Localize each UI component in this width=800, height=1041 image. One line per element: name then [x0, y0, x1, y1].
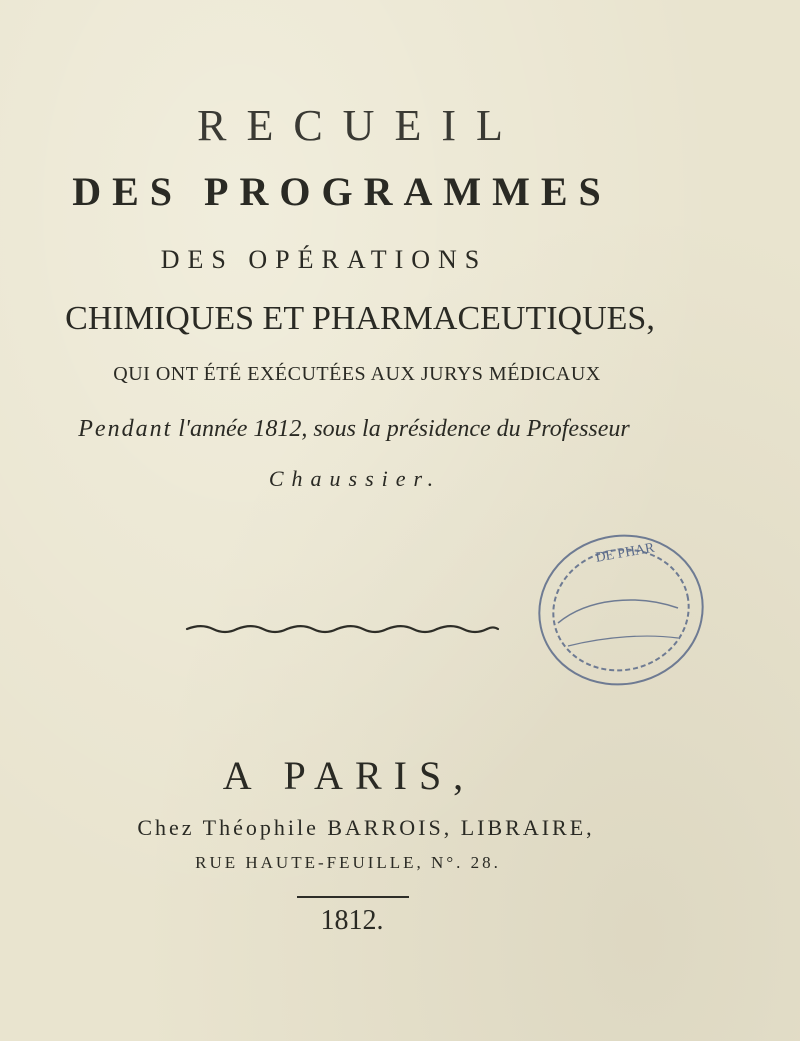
imprint-publisher: Chez Théophile BARROIS, LIBRAIRE, [137, 815, 595, 840]
title-des-programmes: DES PROGRAMMES [72, 169, 612, 214]
pendant-word: Pendant [78, 416, 173, 442]
imprint-city: A PARIS, [222, 753, 476, 798]
divider-rule [297, 896, 409, 898]
imprint-year: 1812. [320, 905, 384, 936]
subtitle-jurys: QUI ONT ÉTÉ EXÉCUTÉES AUX JURYS MÉDICAUX [113, 363, 601, 385]
subtitle-pendant [0, 416, 754, 443]
title-des-operations: DES OPÉRATIONS [160, 245, 488, 274]
author-chaussier: Chaussier. [268, 466, 442, 491]
library-stamp [528, 528, 710, 693]
pendant-rest: l'année 1812, sous la présidence du Professeur [172, 416, 630, 442]
title-recueil: RECUEIL [197, 101, 523, 150]
title-chimiques: CHIMIQUES ET PHARMACEUTIQUES, [65, 300, 655, 337]
ornamental-rule [185, 622, 500, 636]
stamp-text: DE PHAR [594, 540, 656, 566]
imprint-address: RUE HAUTE-FEUILLE, N°. 28. [195, 853, 501, 872]
